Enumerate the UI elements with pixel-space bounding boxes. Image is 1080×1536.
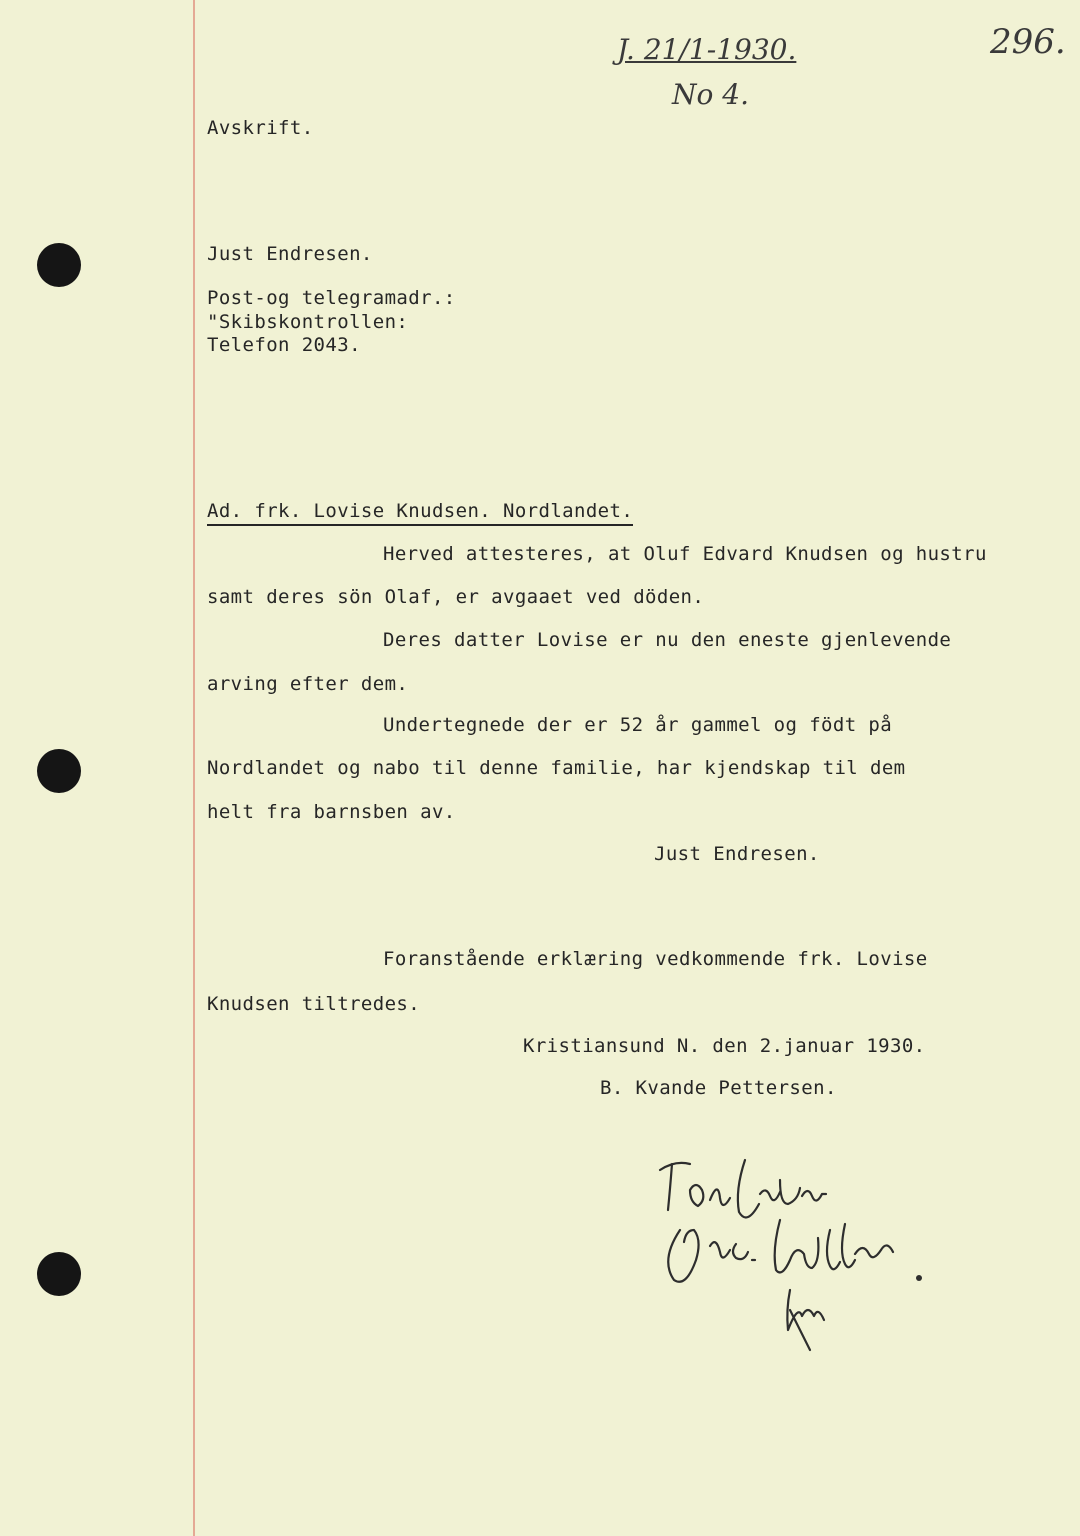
body-line: Nordlandet og nabo til denne familie, har kjendskap til dem: [207, 757, 906, 779]
page-number: 296.: [990, 22, 1066, 62]
margin-line: [193, 0, 195, 1536]
signature-typed: B. Kvande Pettersen.: [600, 1077, 837, 1099]
confirmation-line: Foranstående erklæring vedkommende frk. Lovise: [383, 948, 928, 970]
handwritten-number-note: No 4.: [672, 78, 749, 111]
punch-hole: [37, 1252, 81, 1296]
body-line: helt fra barnsben av.: [207, 801, 456, 823]
address-line: "Skibskontrollen:: [207, 311, 409, 333]
body-line: Herved attesteres, at Oluf Edvard Knudsen og hustru: [383, 543, 987, 565]
document-title: Avskrift.: [207, 117, 314, 139]
body-line: samt deres sön Olaf, er avgaaet ved döden.: [207, 586, 705, 608]
body-line: Deres datter Lovise er nu den eneste gjenlevende: [383, 629, 952, 651]
body-line: arving efter dem.: [207, 673, 409, 695]
handwritten-signature: [640, 1150, 940, 1370]
address-line: Post-og telegramadr.:: [207, 287, 456, 309]
signature-typed: Just Endresen.: [654, 843, 820, 865]
address-line: Telefon 2043.: [207, 334, 361, 356]
handwritten-date-note: J. 21/1-1930.: [617, 33, 797, 66]
confirmation-line: Knudsen tiltredes.: [207, 993, 421, 1015]
sender-name: Just Endresen.: [207, 243, 373, 265]
subject-line: Ad. frk. Lovise Knudsen. Nordlandet.: [207, 500, 633, 526]
body-line: Undertegnede der er 52 år gammel og födt på: [383, 714, 893, 736]
place-date: Kristiansund N. den 2.januar 1930.: [523, 1035, 926, 1057]
punch-hole: [37, 749, 81, 793]
punch-hole: [37, 243, 81, 287]
